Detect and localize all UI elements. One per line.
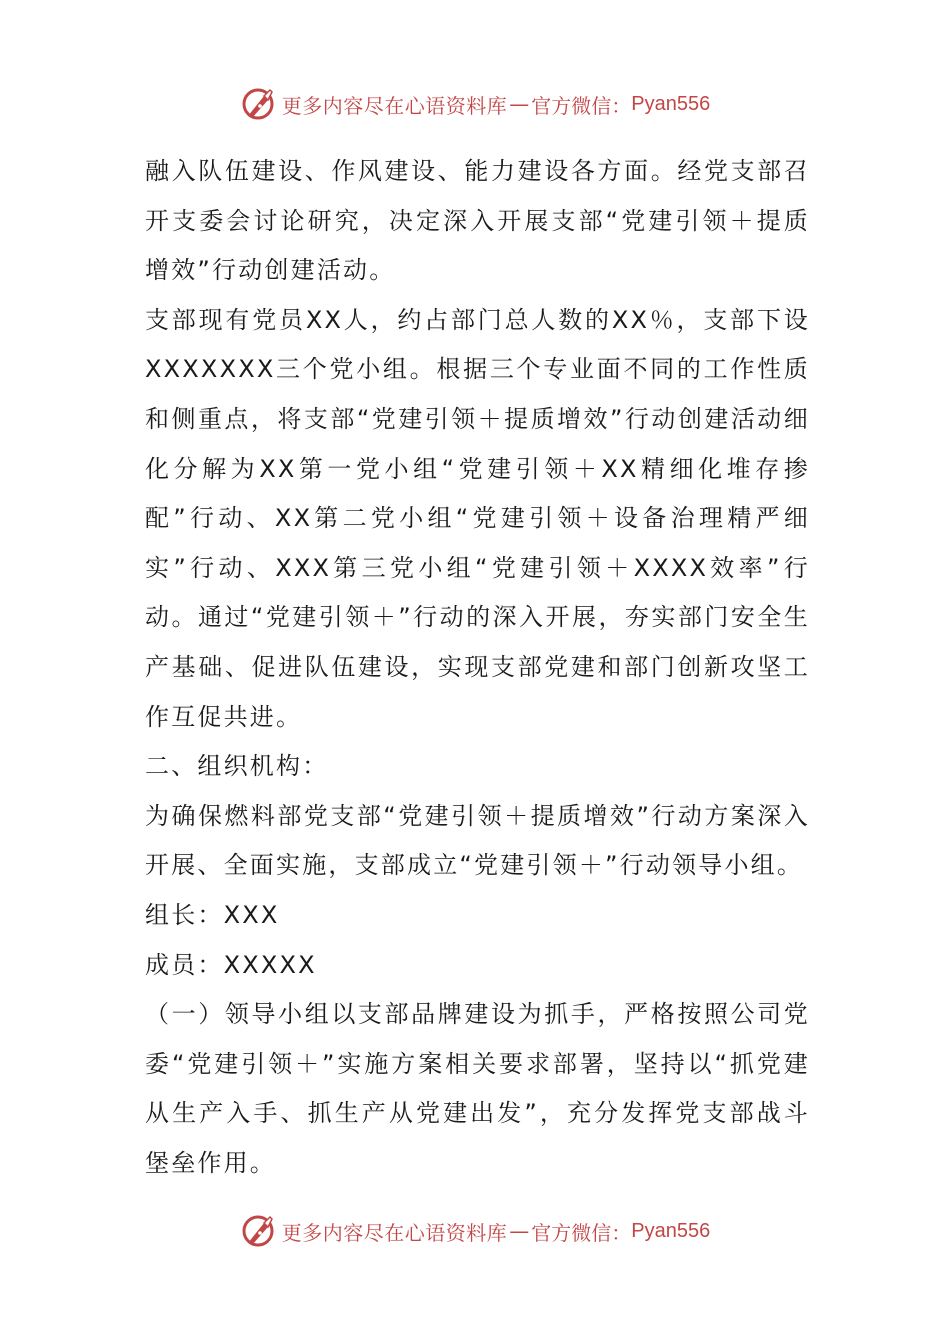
section-heading-organization: 二、组织机构：	[145, 752, 329, 781]
paragraph-leading-group: 为确保燃料部党支部“党建引领＋提质增效”行动方案深入开展、全面实施，支部成立“党建引领＋”行动领导小组。	[145, 801, 810, 880]
pen-nib-logo-icon	[240, 1213, 276, 1249]
watermark-contact-label: 官方微信：	[531, 93, 632, 118]
paragraph-intro-continuation: 融入队伍建设、作风建设、能力建设各方面。经党支部召开支委会讨论研究，决定深入开展支部“党建引领＋提质增效”行动创建活动。	[145, 157, 810, 285]
watermark-dash: —	[509, 92, 530, 116]
paragraph-item-one: （一）领导小组以支部品牌建设为抓手，严格按照公司党委“党建引领＋”实施方案相关要求部署，坚持以“抓党建从生产入手、抓生产从党建出发”，充分发挥党支部战斗堡垒作用。	[145, 1000, 810, 1177]
group-leader-line: 组长：XXX	[145, 900, 280, 929]
group-members-line: 成员：XXXXX	[145, 950, 317, 979]
watermark-title: 更多内容尽在心语资料库	[281, 93, 508, 118]
paragraph-branch-overview: 支部现有党员XX人，约占部门总人数的XX％，支部下设XXXXXXX三个党小组。根据三个专业面不同的工作性质和侧重点，将支部“党建引领＋提质增效”行动创建活动细化分解为XX第一党小组“党建引领＋XX精细化堆存掺配”行动、XX第二党小组“党建引领＋设备治理精严细实”行动、XXX第三党小组“党建引领＋XXXX效率”行动。通过“党建引领＋”行动的深入开展，夯实部门安全生产基础、促进队伍建设，实现支部党建和部门创新攻坚工作互促共进。	[145, 305, 810, 731]
watermark-wechat-id: Pyan556	[631, 92, 711, 115]
footer-watermark	[0, 1209, 950, 1253]
watermark-contact-label: 官方微信：	[531, 1220, 632, 1245]
document-body	[145, 147, 810, 1188]
pen-nib-logo-icon	[240, 86, 276, 122]
watermark-dash: —	[509, 1219, 530, 1243]
watermark-wechat-id: Pyan556	[631, 1219, 711, 1242]
watermark-title: 更多内容尽在心语资料库	[281, 1220, 508, 1245]
header-watermark	[0, 82, 950, 126]
